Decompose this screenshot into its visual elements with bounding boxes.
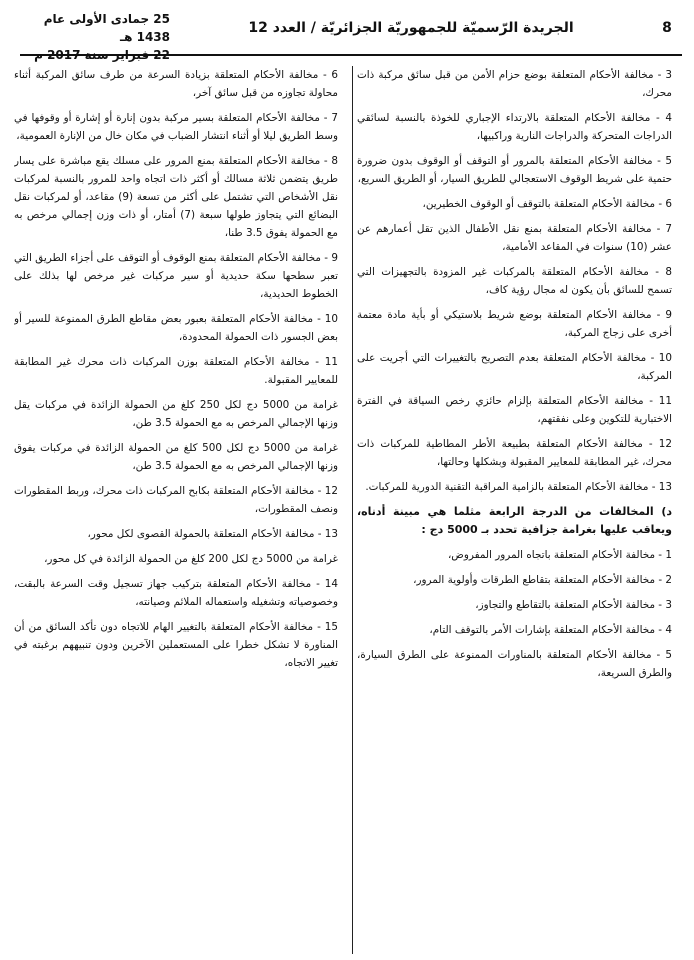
paragraph: 14 - مخالفة الأحكام المتعلقة بتركيب جهاز تسجيل وقت السرعة بالبقت، وخصوصياته وتشغيله واستعماله الملائم وصيانته، <box>14 578 338 608</box>
paragraph: 13 - مخالفة الأحكام المتعلقة بالزامية المراقبة التقنية الدورية للمركبات. <box>365 481 672 493</box>
paragraph: 12 - مخالفة الأحكام المتعلقة بطبيعة الأطر المطاطية للمركبات ذات محرك، غير المطابقة للمعايير المقبولة وبشكلها وحالتها، <box>357 438 672 468</box>
paragraph: غرامة من 5000 دج لكل 500 كلغ من الحمولة الزائدة في مركبات يفوق وزنها الإجمالي المرخص به مع الحمولة 3.5 طن، <box>14 442 338 472</box>
issue-date <box>20 10 170 64</box>
paragraph: 9 - مخالفة الأحكام المتعلقة بمنع الوقوف أو التوقف على أجزاء الطريق التي تعبر سطحها سكة حديدية أو سير مركبات غير مرخص لها بذلك على الخطوط الحديدية، <box>14 252 338 300</box>
paragraph: 10 - مخالفة الأحكام المتعلقة بعدم التصريح بالتغييرات التي أجريت على المركبة، <box>357 352 672 382</box>
paragraph: 3 - مخالفة الأحكام المتعلقة بالتقاطع والتجاوز، <box>475 599 672 611</box>
paragraph: 6 - مخالفة الأحكام المتعلقة بالتوقف أو الوقوف الخطيرين، <box>422 198 672 210</box>
paragraph: 7 - مخالفة الأحكام المتعلقة بمنع نقل الأطفال الذين تقل أعمارهم عن عشر (10) سنوات في المقاعد الأمامية، <box>357 223 672 253</box>
journal-title: الجريدة الرّسميّة للجمهوريّة الجزائريّة / العدد 12 <box>248 20 574 36</box>
paragraph: 13 - مخالفة الأحكام المتعلقة بالحمولة القصوى لكل محور، <box>87 528 338 540</box>
paragraph: 15 - مخالفة الأحكام المتعلقة بالتغيير الهام للاتجاه دون تأكد السائق من أن المناورة لا تشكل خطرا على المستعملين الآخرين ودون تنبيههم برغبته في تغيير الاتجاه، <box>14 621 338 669</box>
paragraph: غرامة من 5000 دج لكل 200 كلغ من الحمولة الزائدة في كل محور، <box>44 553 338 565</box>
left-column <box>14 66 338 954</box>
paragraph: 7 - مخالفة الأحكام المتعلقة بسير مركبة بدون إنارة أو إشارة أو وقوفها في وسط الطريق ليلا أو أثناء انتشار الضباب في مكان خال من الإنارة العمومية، <box>14 112 338 142</box>
paragraph: 6 - مخالفة الأحكام المتعلقة بزيادة السرعة من طرف سائق المركبة أثناء محاولة تجاوزه من قبل سائق آخر، <box>14 69 338 99</box>
paragraph: 8 - مخالفة الأحكام المتعلقة بمنع المرور على مسلك يقع مباشرة على يسار طريق يتضمن ثلاثة مسالك أو أكثر ذات اتجاه واحد للمرور بالنسبة لمركبات نقل الأشخاص التي تشتمل على أكثر من تسعة (9) مقاعد، أو لمركبات نقل البضائع التي يتجاوز طولها سبعة (7) أمتار، أو ذات وزن إجمالي مرخص به مع الحمولة يفوق 3.5 طنا، <box>14 155 338 239</box>
paragraph: 9 - مخالفة الأحكام المتعلقة بوضع شريط بلاستيكي أو بأية مادة معتمة أخرى على زجاج المركبة، <box>357 309 672 339</box>
paragraph: 10 - مخالفة الأحكام المتعلقة بعبور بعض مقاطع الطرق الممنوعة للسير أو بعض الجسور ذات الحمولة المحدودة، <box>14 313 338 343</box>
paragraph: 11 - مخالفة الأحكام المتعلقة بإلزام حائزي رخص السياقة في الفترة الاختبارية للتكوين وعلى نفقتهم، <box>357 395 672 425</box>
paragraph: 2 - مخالفة الأحكام المتعلقة بتقاطع الطرقات وأولوية المرور، <box>413 574 672 586</box>
paragraph: غرامة من 5000 دج لكل 250 كلغ من الحمولة الزائدة في مركبات يقل وزنها الإجمالي المرخص به مع الحمولة 3.5 طن، <box>14 399 338 429</box>
section-heading: د) المخالفات من الدرجة الرابعة مثلما هي مبينة أدناه، ويعاقب عليها بغرامة جزافية تحدد بـ 5000 دج : <box>357 505 672 536</box>
paragraph: 4 - مخالفة الأحكام المتعلقة بإشارات الأمر بالتوقف التام، <box>429 624 672 636</box>
paragraph: 1 - مخالفة الأحكام المتعلقة باتجاه المرور المفروض، <box>447 549 672 561</box>
paragraph: 5 - مخالفة الأحكام المتعلقة بالمناورات الممنوعة على الطرق السيارة، والطرق السريعة، <box>357 649 672 679</box>
paragraph: 4 - مخالفة الأحكام المتعلقة بالارتداء الإجباري للخوذة بالنسبة لسائقي الدراجات المتحركة والدراجات النارية وراكبيها، <box>357 112 672 142</box>
paragraph: 3 - مخالفة الأحكام المتعلقة بوضع حزام الأمن من قبل سائق مركبة ذات محرك، <box>357 69 672 99</box>
paragraph: 5 - مخالفة الأحكام المتعلقة بالمرور أو التوقف أو الوقوف بدون ضرورة حتمية على شريط الوقوف الاستعجالي للطريق السيار، أو الطريق السريع، <box>357 155 672 185</box>
page-number: 8 <box>662 20 672 36</box>
page-header <box>20 10 682 62</box>
right-column <box>357 66 672 954</box>
column-divider <box>352 66 353 954</box>
gregorian-date: 22 فبراير سنة 2017 م <box>34 48 170 62</box>
hijri-date: 25 جمادى الأولى عام 1438 هـ <box>43 12 170 44</box>
paragraph: 11 - مخالفة الأحكام المتعلقة بوزن المركبات ذات محرك غير المطابقة للمعايير المقبولة. <box>14 356 338 386</box>
paragraph: 8 - مخالفة الأحكام المتعلقة بالمركبات غير المزودة بالتجهيزات التي تسمح للسائق بأن يكون له مجال رؤية كاف، <box>357 266 672 296</box>
paragraph: 12 - مخالفة الأحكام المتعلقة بكابح المركبات ذات محرك، وربط المقطورات ونصف المقطورات، <box>14 485 338 515</box>
